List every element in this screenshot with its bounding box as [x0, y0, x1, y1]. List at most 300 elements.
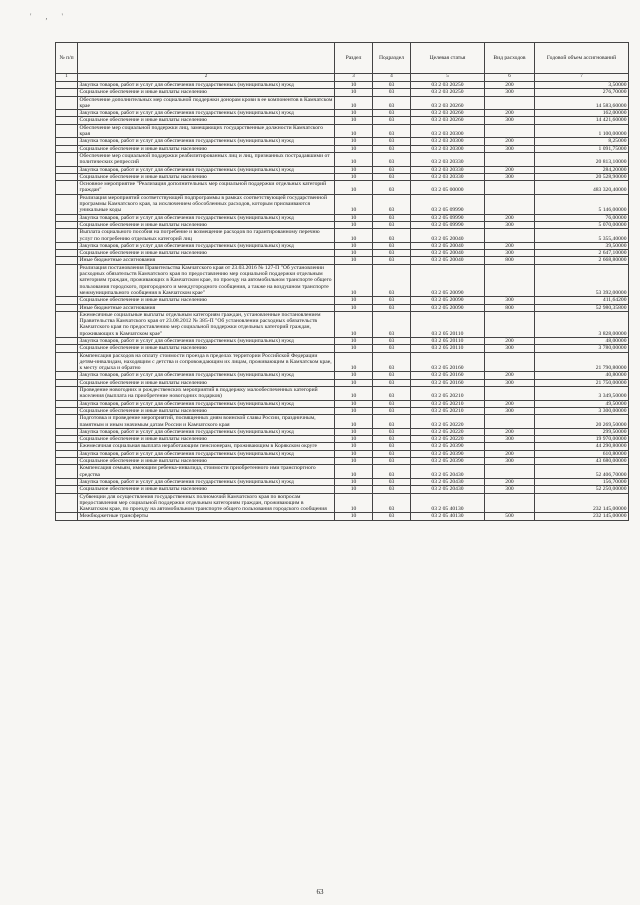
row-name-cell: Социальное обеспечение и иные выплаты населению	[78, 436, 335, 443]
row-razdel-cell: 10	[335, 257, 373, 264]
row-target-article-cell: 03 2 05 09990	[411, 214, 485, 221]
row-podrazdel-cell: 03	[373, 145, 411, 152]
row-podrazdel-cell: 03	[373, 465, 411, 479]
row-razdel-cell: 10	[335, 124, 373, 138]
row-expense-type-cell: 300	[485, 173, 535, 180]
table-row	[56, 345, 629, 352]
row-name-cell: Реализация постановления Правительства Камчатского края от 23.03.2016 № 127-П "Об установлении расходных обязательств Камчатского края по предоставлению мер социальной поддержки отдельным категориям граждан, проживающих в Камчатском крае, по проезду на автомобильном транспорте общего пользования городского, пригородного и междугородного сообщения, а также на воздушном транспорте межмуниципального сообщения в Камчатском крае"	[78, 264, 335, 296]
row-razdel-cell: 10	[335, 400, 373, 407]
row-razdel-cell: 10	[335, 379, 373, 386]
row-target-article-cell: 03 2 05 40130	[411, 513, 485, 520]
row-amount-cell: 610,80000	[535, 450, 629, 457]
row-num-cell	[56, 372, 78, 379]
row-num-cell	[56, 250, 78, 257]
row-num-cell	[56, 117, 78, 124]
row-num-cell	[56, 242, 78, 249]
row-num-cell	[56, 257, 78, 264]
row-name-cell: Социальное обеспечение и иные выплаты населению	[78, 458, 335, 465]
row-podrazdel-cell: 03	[373, 250, 411, 257]
table-row	[56, 458, 629, 465]
column-number: 2	[78, 74, 335, 82]
row-name-cell: Закупка товаров, работ и услуг для обеспечения государственных (муниципальных) нужд	[78, 166, 335, 173]
row-razdel-cell: 10	[335, 304, 373, 311]
row-amount-cell: 284,20000	[535, 166, 629, 173]
column-number: 3	[335, 74, 373, 82]
row-razdel-cell: 10	[335, 229, 373, 243]
table-row	[56, 242, 629, 249]
row-razdel-cell: 10	[335, 145, 373, 152]
row-amount-cell: 43 680,00000	[535, 458, 629, 465]
table-row	[56, 297, 629, 304]
row-target-article-cell: 03 2 05 20040	[411, 242, 485, 249]
row-target-article-cell: 03 2 03 20330	[411, 166, 485, 173]
row-podrazdel-cell: 03	[373, 110, 411, 117]
row-expense-type-cell	[485, 387, 535, 401]
row-num-cell	[56, 166, 78, 173]
row-name-cell: Закупка товаров, работ и услуг для обеспечения государственных (муниципальных) нужд	[78, 400, 335, 407]
row-num-cell	[56, 194, 78, 214]
row-name-cell: Социальное обеспечение и иные выплаты населению	[78, 173, 335, 180]
row-podrazdel-cell: 03	[373, 214, 411, 221]
header-razdel: Раздел	[335, 43, 373, 74]
row-podrazdel-cell: 03	[373, 486, 411, 493]
table-row	[56, 407, 629, 414]
row-num-cell	[56, 96, 78, 110]
row-razdel-cell: 10	[335, 478, 373, 485]
row-target-article-cell: 03 2 05 20390	[411, 443, 485, 450]
row-name-cell: Проведение новогодних и рождественских мероприятий в поддержку малообеспеченных категорий населения (выплата на приобретение новогодних подарков)	[78, 387, 335, 401]
row-amount-cell: 1 091,75000	[535, 145, 629, 152]
row-num-cell	[56, 221, 78, 228]
row-amount-cell: 5 146,00000	[535, 194, 629, 214]
row-expense-type-cell	[485, 311, 535, 337]
row-podrazdel-cell: 03	[373, 337, 411, 344]
row-expense-type-cell: 200	[485, 400, 535, 407]
row-podrazdel-cell: 03	[373, 229, 411, 243]
row-num-cell	[56, 345, 78, 352]
table-row	[56, 264, 629, 296]
row-razdel-cell: 10	[335, 443, 373, 450]
row-name-cell: Обеспечение мер социальной поддержки лиц, замещающих государственные должности Камчатского края	[78, 124, 335, 138]
table-row	[56, 379, 629, 386]
row-amount-cell: 21 790,80000	[535, 352, 629, 372]
row-amount-cell: 3 349,50000	[535, 387, 629, 401]
row-podrazdel-cell: 03	[373, 117, 411, 124]
row-num-cell	[56, 264, 78, 296]
row-razdel-cell: 10	[335, 297, 373, 304]
row-amount-cell: 483 320,40000	[535, 181, 629, 195]
row-amount-cell: 3 300,00000	[535, 407, 629, 414]
row-target-article-cell: 03 2 05 09990	[411, 221, 485, 228]
row-podrazdel-cell: 03	[373, 152, 411, 166]
row-expense-type-cell: 300	[485, 297, 535, 304]
page-number: 63	[316, 888, 324, 896]
row-num-cell	[56, 82, 78, 89]
row-target-article-cell: 03 2 05 20210	[411, 407, 485, 414]
table-row	[56, 415, 629, 429]
row-razdel-cell: 10	[335, 166, 373, 173]
row-podrazdel-cell: 03	[373, 379, 411, 386]
row-amount-cell: 39,50000	[535, 242, 629, 249]
row-razdel-cell: 10	[335, 387, 373, 401]
scan-marks: ' , '	[30, 12, 69, 21]
row-name-cell: Закупка товаров, работ и услуг для обеспечения государственных (муниципальных) нужд	[78, 450, 335, 457]
row-podrazdel-cell: 03	[373, 242, 411, 249]
table-row	[56, 513, 629, 520]
row-target-article-cell: 03 2 05 20430	[411, 465, 485, 479]
row-name-cell: Закупка товаров, работ и услуг для обеспечения государственных (муниципальных) нужд	[78, 242, 335, 249]
row-name-cell: Компенсация расходов на оплату стоимости проезда в пределах территории Российской Федерации детям-инвалидам, находящим с детства и сопровождающим их лицам, проживающим в Камчатском крае, к месту отдыха и обратно	[78, 352, 335, 372]
row-amount-cell: 48,00000	[535, 337, 629, 344]
row-podrazdel-cell: 03	[373, 415, 411, 429]
row-num-cell	[56, 450, 78, 457]
row-expense-type-cell: 200	[485, 428, 535, 435]
table-row	[56, 194, 629, 214]
row-num-cell	[56, 400, 78, 407]
row-expense-type-cell: 300	[485, 221, 535, 228]
row-expense-type-cell: 300	[485, 250, 535, 257]
table-row	[56, 443, 629, 450]
row-expense-type-cell	[485, 352, 535, 372]
row-razdel-cell: 10	[335, 428, 373, 435]
column-number: 6	[485, 74, 535, 82]
row-amount-cell: 232 145,00000	[535, 513, 629, 520]
row-amount-cell: 2 668,80000	[535, 257, 629, 264]
table-row	[56, 181, 629, 195]
row-num-cell	[56, 110, 78, 117]
row-name-cell: Социальное обеспечение и иные выплаты населению	[78, 117, 335, 124]
table-row	[56, 166, 629, 173]
row-target-article-cell: 03 2 05 20040	[411, 257, 485, 264]
row-expense-type-cell: 200	[485, 478, 535, 485]
row-target-article-cell: 03 2 03 20330	[411, 173, 485, 180]
row-name-cell: Закупка товаров, работ и услуг для обеспечения государственных (муниципальных) нужд	[78, 214, 335, 221]
row-podrazdel-cell: 03	[373, 82, 411, 89]
row-podrazdel-cell: 03	[373, 458, 411, 465]
row-target-article-cell: 03 2 05 20040	[411, 229, 485, 243]
row-target-article-cell: 03 2 05 20220	[411, 415, 485, 429]
row-podrazdel-cell: 03	[373, 138, 411, 145]
row-amount-cell: 156,70000	[535, 478, 629, 485]
row-expense-type-cell: 200	[485, 372, 535, 379]
row-amount-cell: 3 828,00000	[535, 311, 629, 337]
row-target-article-cell: 03 2 05 20220	[411, 428, 485, 435]
table-row	[56, 436, 629, 443]
row-expense-type-cell	[485, 124, 535, 138]
row-amount-cell: 19 970,00000	[535, 436, 629, 443]
table-row	[56, 387, 629, 401]
row-amount-cell: 3,50000	[535, 82, 629, 89]
row-target-article-cell: 03 2 05 20110	[411, 337, 485, 344]
row-target-article-cell: 03 2 05 20220	[411, 436, 485, 443]
row-target-article-cell: 03 2 03 20260	[411, 96, 485, 110]
row-expense-type-cell	[485, 493, 535, 513]
row-razdel-cell: 10	[335, 352, 373, 372]
table-row	[56, 152, 629, 166]
row-expense-type-cell: 200	[485, 110, 535, 117]
row-razdel-cell: 10	[335, 96, 373, 110]
row-num-cell	[56, 486, 78, 493]
row-amount-cell: 232 145,00000	[535, 493, 629, 513]
row-name-cell: Иные бюджетные ассигнования	[78, 257, 335, 264]
row-razdel-cell: 10	[335, 138, 373, 145]
row-num-cell	[56, 428, 78, 435]
column-numbers-row	[56, 74, 629, 82]
row-num-cell	[56, 387, 78, 401]
row-num-cell	[56, 311, 78, 337]
row-amount-cell: 52 250,00000	[535, 486, 629, 493]
row-expense-type-cell: 800	[485, 257, 535, 264]
table-row	[56, 173, 629, 180]
row-amount-cell: 20 813,10000	[535, 152, 629, 166]
row-name-cell: Выплата социального пособия на погребение и возмещение расходов по гарантированному перечню услуг по погребению отдельных категорий лиц	[78, 229, 335, 243]
row-razdel-cell: 10	[335, 407, 373, 414]
row-podrazdel-cell: 03	[373, 124, 411, 138]
table-row	[56, 372, 629, 379]
table-row	[56, 89, 629, 96]
row-target-article-cell: 03 2 03 20250	[411, 89, 485, 96]
row-num-cell	[56, 436, 78, 443]
row-podrazdel-cell: 03	[373, 89, 411, 96]
row-expense-type-cell: 300	[485, 379, 535, 386]
row-podrazdel-cell: 03	[373, 257, 411, 264]
header-podrazdel: Подраздел	[373, 43, 411, 74]
row-target-article-cell: 03 2 05 20090	[411, 304, 485, 311]
row-expense-type-cell	[485, 465, 535, 479]
table-row	[56, 221, 629, 228]
table-header-row	[56, 43, 629, 74]
row-amount-cell: 40,80000	[535, 372, 629, 379]
row-razdel-cell: 10	[335, 345, 373, 352]
row-target-article-cell: 03 2 03 20250	[411, 82, 485, 89]
row-num-cell	[56, 415, 78, 429]
row-razdel-cell: 10	[335, 458, 373, 465]
column-number: 4	[373, 74, 411, 82]
row-name-cell: Социальное обеспечение и иные выплаты населению	[78, 221, 335, 228]
row-razdel-cell: 10	[335, 117, 373, 124]
row-num-cell	[56, 173, 78, 180]
row-name-cell: Субвенции для осуществления государственных полномочий Камчатского края по вопросам предоставления мер социальной поддержки отдельным категориям граждан, проживающим в Камчатском крае, по проезду на автомобильном транспорте общего пользования городского сообщения	[78, 493, 335, 513]
row-amount-cell: 5 355,40000	[535, 229, 629, 243]
row-expense-type-cell	[485, 194, 535, 214]
row-podrazdel-cell: 03	[373, 297, 411, 304]
row-num-cell	[56, 124, 78, 138]
row-podrazdel-cell: 03	[373, 96, 411, 110]
row-target-article-cell: 03 2 05 20210	[411, 400, 485, 407]
table-row	[56, 117, 629, 124]
row-expense-type-cell: 300	[485, 89, 535, 96]
row-amount-cell: 5 070,00000	[535, 221, 629, 228]
row-target-article-cell: 03 2 03 20330	[411, 152, 485, 166]
row-name-cell: Ежемесячная социальная выплата неработающим пенсионерам, проживающим в Корякском округе	[78, 443, 335, 450]
column-number: 5	[411, 74, 485, 82]
row-name-cell: Закупка товаров, работ и услуг для обеспечения государственных (муниципальных) нужд	[78, 337, 335, 344]
row-expense-type-cell	[485, 152, 535, 166]
row-name-cell: Закупка товаров, работ и услуг для обеспечения государственных (муниципальных) нужд	[78, 110, 335, 117]
table-row	[56, 400, 629, 407]
row-podrazdel-cell: 03	[373, 400, 411, 407]
header-annual-total: Годовой объем ассигнований	[535, 43, 629, 74]
table-row	[56, 124, 629, 138]
row-num-cell	[56, 493, 78, 513]
row-name-cell: Социальное обеспечение и иные выплаты населению	[78, 89, 335, 96]
row-podrazdel-cell: 03	[373, 387, 411, 401]
row-num-cell	[56, 152, 78, 166]
row-name-cell: Закупка товаров, работ и услуг для обеспечения государственных (муниципальных) нужд	[78, 428, 335, 435]
row-expense-type-cell: 200	[485, 214, 535, 221]
row-amount-cell: 52 980,35800	[535, 304, 629, 311]
row-podrazdel-cell: 03	[373, 513, 411, 520]
table-row	[56, 96, 629, 110]
row-amount-cell: 1 100,00000	[535, 124, 629, 138]
row-razdel-cell: 10	[335, 173, 373, 180]
row-target-article-cell: 03 2 05 20390	[411, 458, 485, 465]
row-num-cell	[56, 229, 78, 243]
table-row	[56, 138, 629, 145]
row-target-article-cell: 03 2 03 20260	[411, 110, 485, 117]
row-razdel-cell: 10	[335, 194, 373, 214]
table-row	[56, 478, 629, 485]
row-target-article-cell: 03 2 05 40130	[411, 493, 485, 513]
row-podrazdel-cell: 03	[373, 493, 411, 513]
row-target-article-cell: 03 2 03 20300	[411, 138, 485, 145]
row-name-cell: Социальное обеспечение и иные выплаты населению	[78, 250, 335, 257]
header-name	[78, 43, 335, 74]
row-name-cell: Компенсация семьям, имеющим ребенка-инвалида, стоимости приобретенного ими транспортного средства	[78, 465, 335, 479]
row-razdel-cell: 10	[335, 221, 373, 228]
table-row	[56, 493, 629, 513]
row-expense-type-cell: 200	[485, 337, 535, 344]
row-podrazdel-cell: 03	[373, 221, 411, 228]
row-num-cell	[56, 379, 78, 386]
row-name-cell: Социальное обеспечение и иные выплаты населению	[78, 407, 335, 414]
table-row	[56, 229, 629, 243]
row-name-cell: Закупка товаров, работ и услуг для обеспечения государственных (муниципальных) нужд	[78, 138, 335, 145]
row-amount-cell: 14 583,60000	[535, 96, 629, 110]
row-expense-type-cell: 300	[485, 436, 535, 443]
row-expense-type-cell: 200	[485, 166, 535, 173]
table-row	[56, 486, 629, 493]
row-num-cell	[56, 89, 78, 96]
row-num-cell	[56, 443, 78, 450]
row-target-article-cell: 03 2 05 20110	[411, 345, 485, 352]
table-row	[56, 82, 629, 89]
row-name-cell: Социальное обеспечение и иные выплаты населению	[78, 297, 335, 304]
row-target-article-cell: 03 2 05 20210	[411, 387, 485, 401]
budget-table	[55, 42, 629, 521]
row-podrazdel-cell: 03	[373, 311, 411, 337]
row-name-cell: Обеспечение мер социальной поддержки реабилитированных лиц и лиц, признанных пострадавшими от политических репрессий	[78, 152, 335, 166]
row-podrazdel-cell: 03	[373, 450, 411, 457]
table-row	[56, 337, 629, 344]
table-row	[56, 311, 629, 337]
header-target-article: Целевая статья	[411, 43, 485, 74]
row-target-article-cell: 03 2 03 20300	[411, 145, 485, 152]
row-target-article-cell: 03 2 03 20260	[411, 117, 485, 124]
row-razdel-cell: 10	[335, 152, 373, 166]
row-name-cell: Закупка товаров, работ и услуг для обеспечения государственных (муниципальных) нужд	[78, 82, 335, 89]
row-podrazdel-cell: 03	[373, 428, 411, 435]
row-razdel-cell: 10	[335, 493, 373, 513]
budget-table-sheet	[55, 42, 628, 521]
row-expense-type-cell: 300	[485, 345, 535, 352]
row-name-cell: Социальное обеспечение и иные выплаты населению	[78, 145, 335, 152]
row-amount-cell: 44 290,80000	[535, 443, 629, 450]
row-amount-cell: 76,00000	[535, 214, 629, 221]
row-name-cell: Подготовка и проведение мероприятий, посвященных дням воинской славы России, праздничным, памятным и иным значимым датам России и Камчатского края	[78, 415, 335, 429]
row-num-cell	[56, 297, 78, 304]
row-target-article-cell: 03 2 05 09990	[411, 194, 485, 214]
row-expense-type-cell	[485, 96, 535, 110]
row-amount-cell: 276,70000	[535, 89, 629, 96]
row-name-cell: Основное мероприятие "Реализация дополнительных мер социальной поддержки отдельных категорий граждан"	[78, 181, 335, 195]
row-razdel-cell: 10	[335, 214, 373, 221]
row-razdel-cell: 10	[335, 181, 373, 195]
row-razdel-cell: 10	[335, 250, 373, 257]
row-name-cell: Межбюджетные трансферты	[78, 513, 335, 520]
row-amount-cell: 21 750,00000	[535, 379, 629, 386]
row-razdel-cell: 10	[335, 89, 373, 96]
row-podrazdel-cell: 03	[373, 181, 411, 195]
header-num: № п/п	[56, 43, 78, 74]
row-expense-type-cell: 300	[485, 407, 535, 414]
row-expense-type-cell: 300	[485, 458, 535, 465]
row-target-article-cell: 03 2 05 20430	[411, 478, 485, 485]
row-name-cell: Закупка товаров, работ и услуг для обеспечения государственных (муниципальных) нужд	[78, 372, 335, 379]
row-razdel-cell: 10	[335, 242, 373, 249]
row-expense-type-cell: 200	[485, 450, 535, 457]
row-amount-cell: 299,50000	[535, 428, 629, 435]
row-target-article-cell: 03 2 05 20430	[411, 486, 485, 493]
row-num-cell	[56, 337, 78, 344]
row-num-cell	[56, 465, 78, 479]
row-target-article-cell: 03 2 03 20300	[411, 124, 485, 138]
row-expense-type-cell: 800	[485, 304, 535, 311]
table-row	[56, 110, 629, 117]
row-target-article-cell: 03 2 05 20160	[411, 379, 485, 386]
table-row	[56, 352, 629, 372]
row-target-article-cell: 03 2 05 20090	[411, 297, 485, 304]
row-amount-cell: 411,64200	[535, 297, 629, 304]
row-razdel-cell: 10	[335, 465, 373, 479]
row-razdel-cell: 10	[335, 337, 373, 344]
row-podrazdel-cell: 03	[373, 345, 411, 352]
row-podrazdel-cell: 03	[373, 436, 411, 443]
row-razdel-cell: 10	[335, 110, 373, 117]
row-expense-type-cell	[485, 415, 535, 429]
row-expense-type-cell	[485, 443, 535, 450]
row-amount-cell: 53 392,00000	[535, 264, 629, 296]
table-row	[56, 214, 629, 221]
table-row	[56, 450, 629, 457]
row-podrazdel-cell: 03	[373, 166, 411, 173]
row-amount-cell: 2 647,10000	[535, 250, 629, 257]
row-name-cell: Социальное обеспечение и иные выплаты населению	[78, 345, 335, 352]
row-podrazdel-cell: 03	[373, 173, 411, 180]
header-expense-type: Вид расходов	[485, 43, 535, 74]
row-amount-cell: 14 421,60000	[535, 117, 629, 124]
row-amount-cell: 20 528,90000	[535, 173, 629, 180]
row-expense-type-cell: 300	[485, 486, 535, 493]
row-num-cell	[56, 513, 78, 520]
row-razdel-cell: 10	[335, 486, 373, 493]
row-num-cell	[56, 352, 78, 372]
row-expense-type-cell	[485, 264, 535, 296]
row-expense-type-cell: 200	[485, 242, 535, 249]
row-target-article-cell: 03 2 05 20040	[411, 250, 485, 257]
row-num-cell	[56, 181, 78, 195]
row-amount-cell: 49,50000	[535, 400, 629, 407]
